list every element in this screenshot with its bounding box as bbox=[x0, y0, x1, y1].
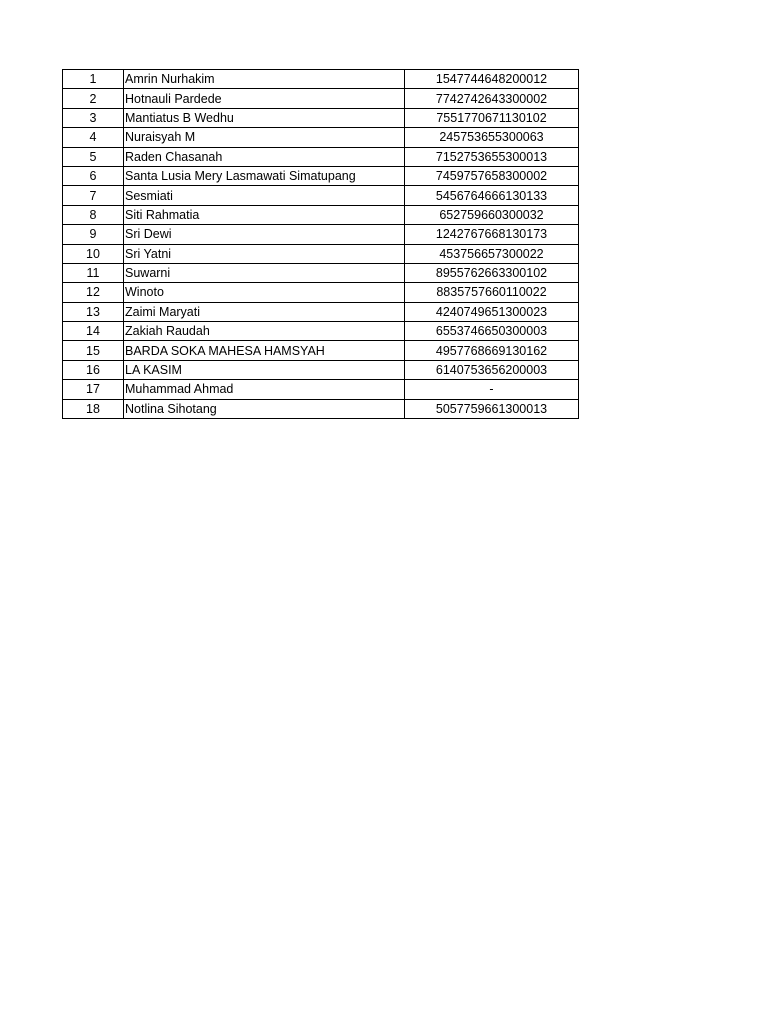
id-number-cell: 6140753656200003 bbox=[405, 360, 579, 379]
name-cell: Amrin Nurhakim bbox=[124, 70, 405, 89]
id-number-cell: 7742742643300002 bbox=[405, 89, 579, 108]
name-cell: Raden Chasanah bbox=[124, 147, 405, 166]
table-row bbox=[63, 205, 579, 224]
name-cell: Siti Rahmatia bbox=[124, 205, 405, 224]
table-row bbox=[63, 263, 579, 282]
row-number-cell: 11 bbox=[63, 263, 124, 282]
row-number-cell: 16 bbox=[63, 360, 124, 379]
id-number-cell: 8955762663300102 bbox=[405, 263, 579, 282]
row-number-cell: 7 bbox=[63, 186, 124, 205]
row-number-cell: 15 bbox=[63, 341, 124, 360]
name-cell: Zakiah Raudah bbox=[124, 322, 405, 341]
table-row bbox=[63, 147, 579, 166]
row-number-cell: 2 bbox=[63, 89, 124, 108]
table-row bbox=[63, 380, 579, 399]
name-cell: Mantiatus B Wedhu bbox=[124, 108, 405, 127]
row-number-cell: 9 bbox=[63, 225, 124, 244]
id-number-cell: 4240749651300023 bbox=[405, 302, 579, 321]
row-number-cell: 5 bbox=[63, 147, 124, 166]
id-number-cell: 7152753655300013 bbox=[405, 147, 579, 166]
id-number-cell: 8835757660110022 bbox=[405, 283, 579, 302]
row-number-cell: 17 bbox=[63, 380, 124, 399]
row-number-cell: 10 bbox=[63, 244, 124, 263]
name-cell: Zaimi Maryati bbox=[124, 302, 405, 321]
name-cell: Suwarni bbox=[124, 263, 405, 282]
id-number-cell: 6553746650300003 bbox=[405, 322, 579, 341]
table-row bbox=[63, 399, 579, 418]
row-number-cell: 14 bbox=[63, 322, 124, 341]
id-number-cell: 1242767668130173 bbox=[405, 225, 579, 244]
table-row bbox=[63, 70, 579, 89]
row-number-cell: 18 bbox=[63, 399, 124, 418]
id-number-cell: - bbox=[405, 380, 579, 399]
name-cell: Nuraisyah M bbox=[124, 128, 405, 147]
table-row bbox=[63, 186, 579, 205]
name-cell: BARDA SOKA MAHESA HAMSYAH bbox=[124, 341, 405, 360]
table-row bbox=[63, 108, 579, 127]
table-row bbox=[63, 322, 579, 341]
table-row bbox=[63, 341, 579, 360]
row-number-cell: 1 bbox=[63, 70, 124, 89]
id-number-cell: 5456764666130133 bbox=[405, 186, 579, 205]
name-cell: Sri Yatni bbox=[124, 244, 405, 263]
name-cell: LA KASIM bbox=[124, 360, 405, 379]
table-row bbox=[63, 360, 579, 379]
row-number-cell: 8 bbox=[63, 205, 124, 224]
row-number-cell: 3 bbox=[63, 108, 124, 127]
id-number-cell: 7551770671130102 bbox=[405, 108, 579, 127]
id-number-cell: 4957768669130162 bbox=[405, 341, 579, 360]
name-cell: Santa Lusia Mery Lasmawati Simatupang bbox=[124, 166, 405, 185]
id-number-cell: 1547744648200012 bbox=[405, 70, 579, 89]
table-row bbox=[63, 166, 579, 185]
row-number-cell: 4 bbox=[63, 128, 124, 147]
id-number-cell: 245753655300063 bbox=[405, 128, 579, 147]
id-number-cell: 5057759661300013 bbox=[405, 399, 579, 418]
data-table bbox=[62, 69, 579, 419]
table-row bbox=[63, 244, 579, 263]
name-cell: Sesmiati bbox=[124, 186, 405, 205]
id-number-cell: 7459757658300002 bbox=[405, 166, 579, 185]
name-cell: Muhammad Ahmad bbox=[124, 380, 405, 399]
table-body bbox=[63, 70, 579, 419]
table-row bbox=[63, 89, 579, 108]
row-number-cell: 12 bbox=[63, 283, 124, 302]
row-number-cell: 6 bbox=[63, 166, 124, 185]
name-cell: Sri Dewi bbox=[124, 225, 405, 244]
name-cell: Notlina Sihotang bbox=[124, 399, 405, 418]
name-cell: Winoto bbox=[124, 283, 405, 302]
table-row bbox=[63, 225, 579, 244]
row-number-cell: 13 bbox=[63, 302, 124, 321]
table-row bbox=[63, 128, 579, 147]
table-row bbox=[63, 283, 579, 302]
name-cell: Hotnauli Pardede bbox=[124, 89, 405, 108]
id-number-cell: 652759660300032 bbox=[405, 205, 579, 224]
id-number-cell: 453756657300022 bbox=[405, 244, 579, 263]
table-row bbox=[63, 302, 579, 321]
